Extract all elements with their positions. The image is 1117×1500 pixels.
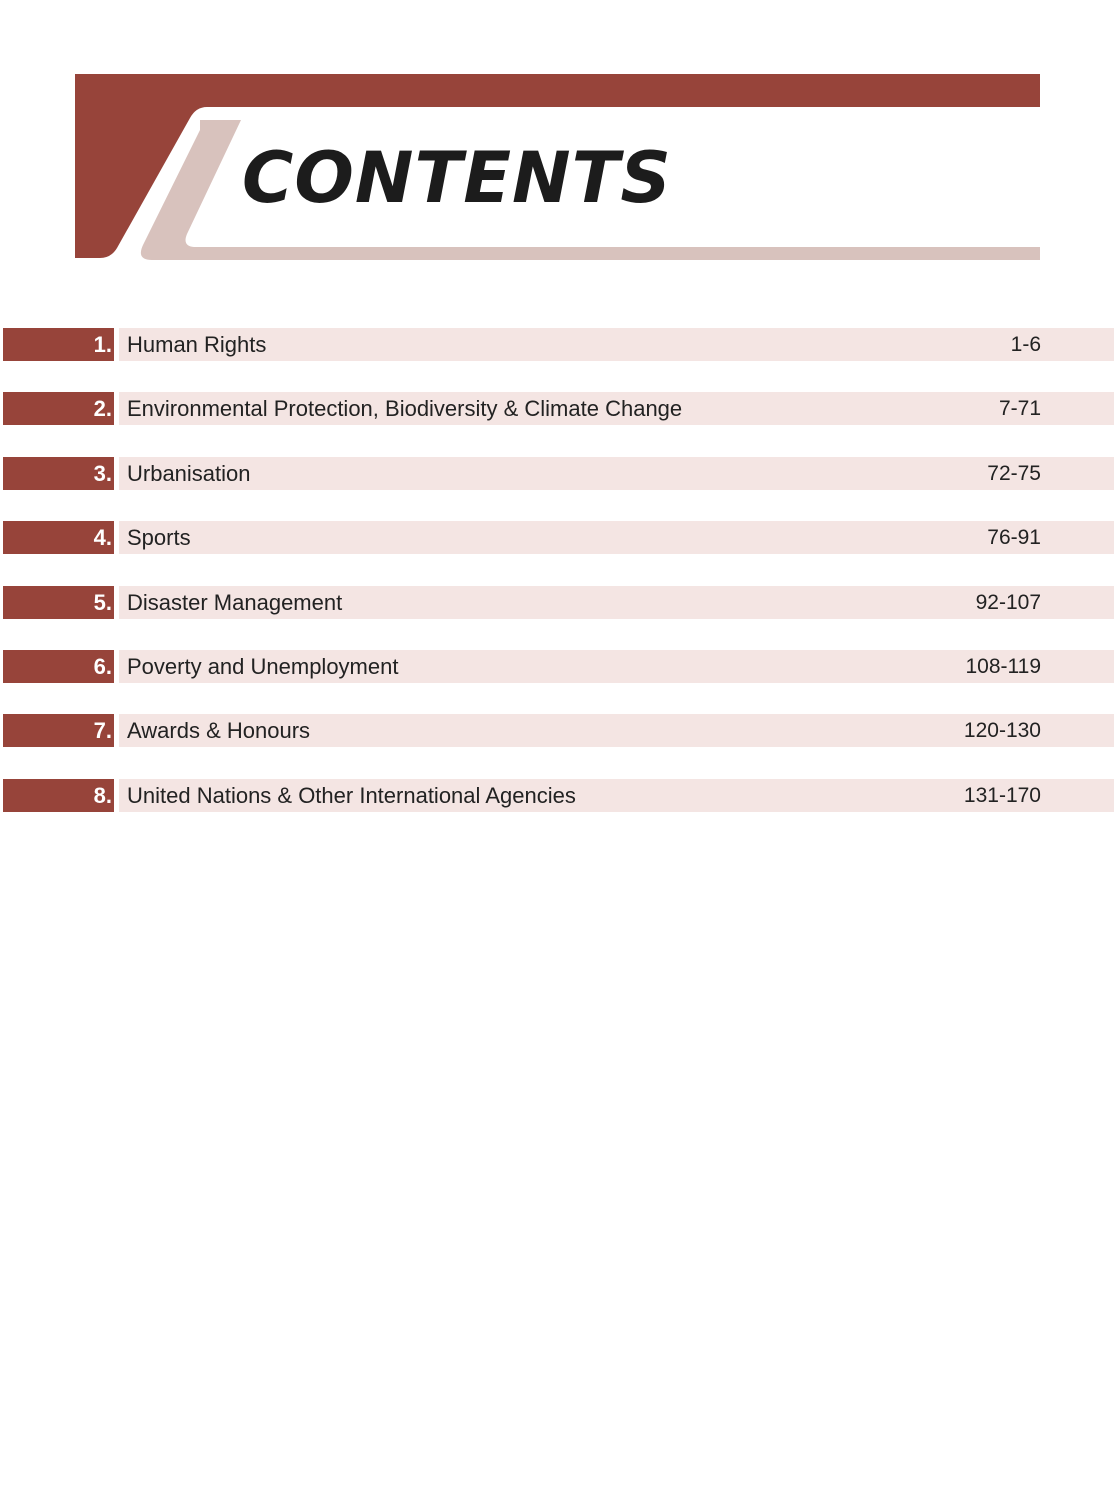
chapter-pages: 131-170 [963,783,1041,807]
toc-row-8[interactable] [0,779,1117,812]
chapter-title: Sports [127,525,191,551]
toc-row-6[interactable] [0,650,1117,683]
chapter-number: 2. [3,392,114,425]
page-title: CONTENTS [242,137,672,219]
chapter-number: 7. [3,714,114,747]
chapter-number: 4. [3,521,114,554]
toc-row-3[interactable] [0,457,1117,490]
chapter-title: United Nations & Other International Agencies [127,782,576,808]
toc-row-background [119,457,1114,490]
chapter-pages: 76-91 [987,526,1041,550]
chapter-pages: 108-119 [965,654,1041,678]
chapter-title: Environmental Protection, Biodiversity & Climate Change [127,396,683,422]
chapter-number: 1. [3,328,114,361]
chapter-number: 8. [3,779,114,812]
toc-row-background [119,521,1114,554]
toc-row-5[interactable] [0,586,1117,619]
toc-row-2[interactable] [0,392,1117,425]
toc-row-1[interactable] [0,328,1117,361]
contents-banner [0,0,1117,280]
toc-row-7[interactable] [0,714,1117,747]
toc-row-4[interactable] [0,521,1117,554]
chapter-title: Human Rights [127,332,267,357]
chapter-number: 3. [3,457,114,490]
toc-row-background [119,328,1114,361]
chapter-pages: 1-6 [1010,333,1041,356]
chapter-pages: 72-75 [987,461,1041,485]
chapter-pages: 92-107 [975,590,1041,614]
chapter-title: Awards & Honours [127,718,311,744]
chapter-title: Poverty and Unemployment [127,653,399,679]
chapter-pages: 7-71 [998,397,1041,421]
chapter-title: Urbanisation [127,460,251,486]
chapter-pages: 120-130 [963,719,1041,743]
chapter-title: Disaster Management [127,589,343,615]
table-of-contents [0,328,1117,843]
chapter-number: 6. [3,650,114,683]
chapter-number: 5. [3,586,114,619]
